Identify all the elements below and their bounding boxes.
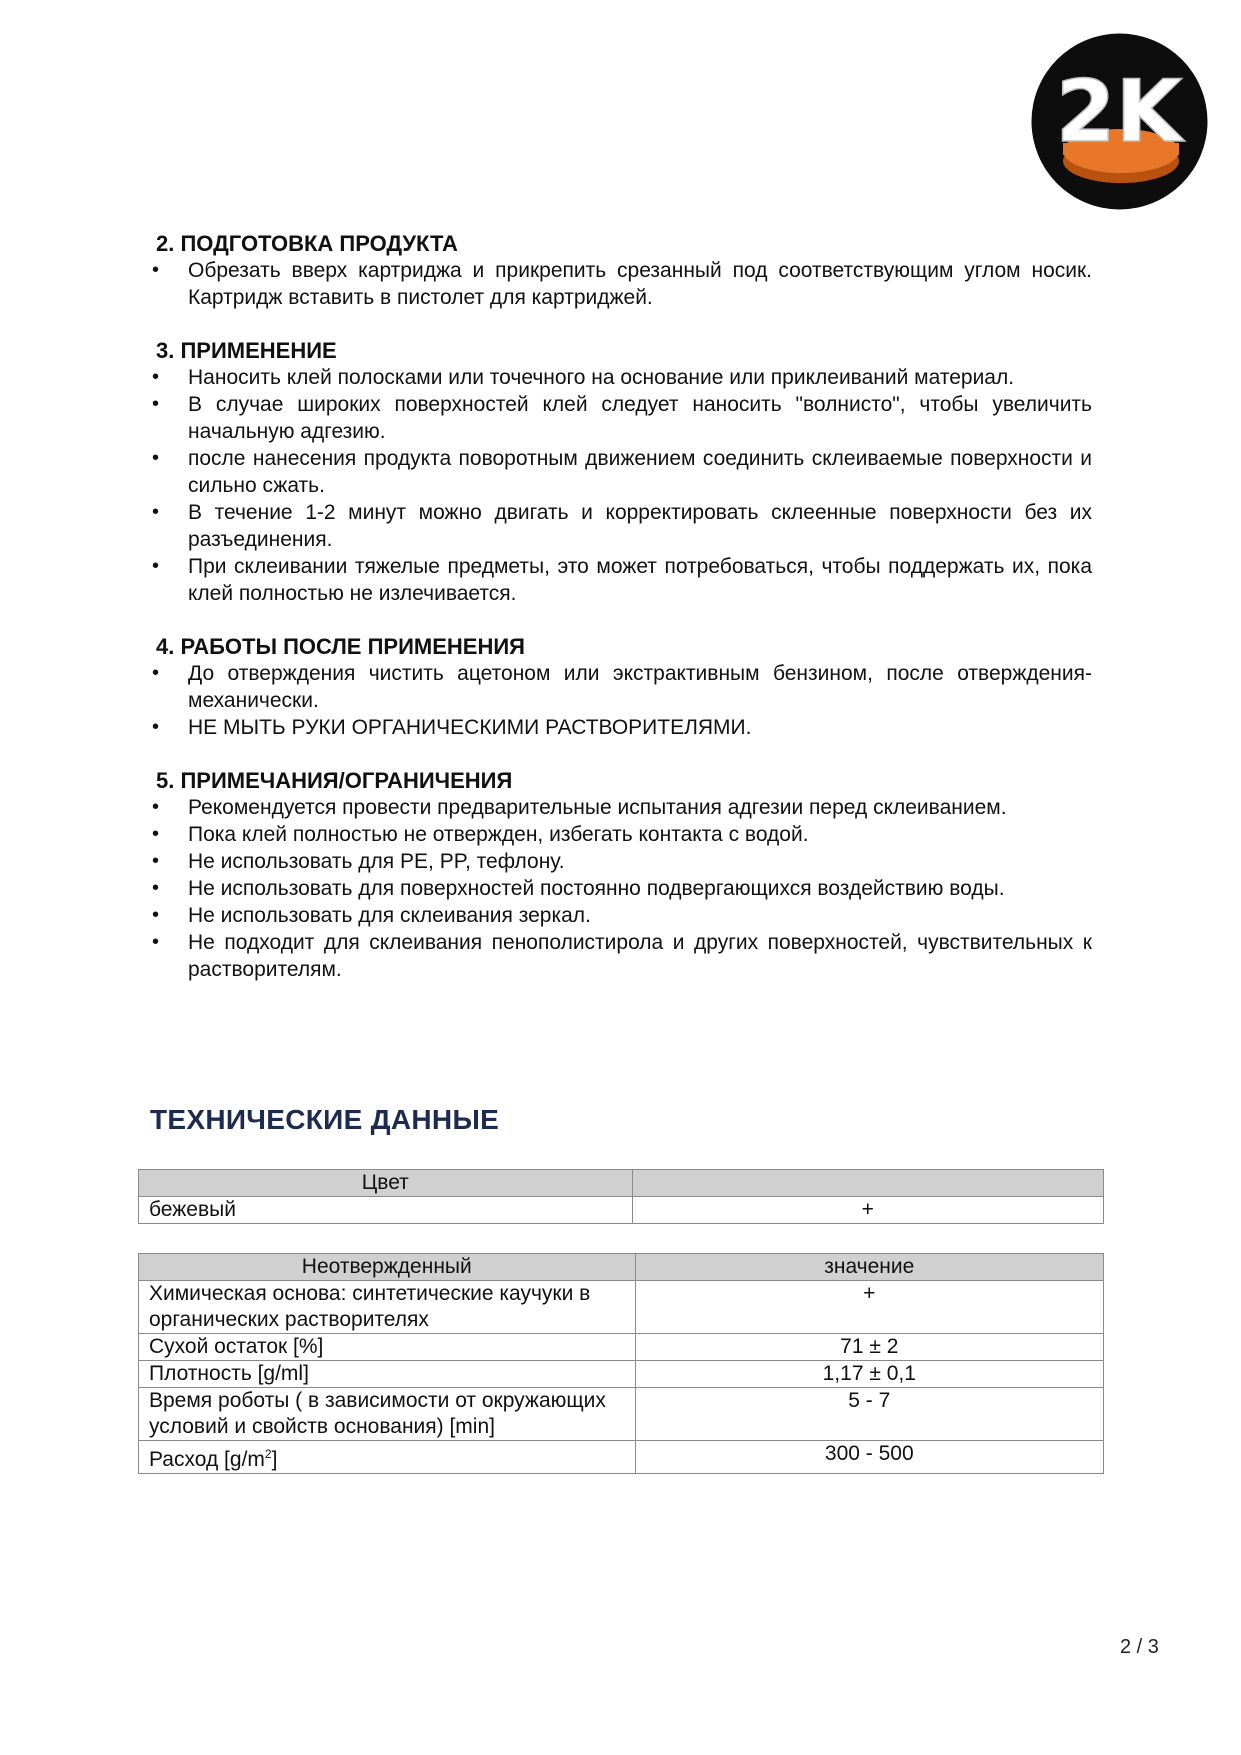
section-title: 2. ПОДГОТОВКА ПРОДУКТА <box>156 231 458 256</box>
section-notes-limitations <box>150 767 1092 983</box>
list-item: • Не подходит для склеивания пенополистирола и других поверхностей, чувствительных к растворителям. <box>150 929 1092 983</box>
list-item: • Рекомендуется провести предварительные испытания адгезии перед склеиванием. <box>150 794 1092 821</box>
superscript: 2 <box>264 1447 272 1461</box>
bullet-list <box>150 660 1092 741</box>
list-item: • При склеивании тяжелые предметы, это может потребоваться, чтобы поддержать их, пока клей полностью не излечивается. <box>150 553 1092 607</box>
table-cell: бежевый <box>139 1197 633 1224</box>
section-title: 4. РАБОТЫ ПОСЛЕ ПРИМЕНЕНИЯ <box>156 634 525 659</box>
instructions-content <box>150 230 1092 1009</box>
consumption-label: Расход [g/m <box>149 1448 265 1471</box>
properties-table <box>138 1253 1104 1474</box>
list-item: • В течение 1-2 минут можно двигать и корректировать склеенные поверхности без их разъединения. <box>150 499 1092 553</box>
section-title: 3. ПРИМЕНЕНИЕ <box>156 338 337 363</box>
table-cell: 300 - 500 <box>635 1441 1103 1474</box>
table-cell: Сухой остаток [%] <box>139 1334 636 1361</box>
table-header-row <box>139 1254 1104 1281</box>
bullet-list <box>150 794 1092 983</box>
table-header-cell: значение <box>635 1254 1103 1281</box>
table-cell: Химическая основа: синтетические каучуки в органических растворителях <box>139 1281 636 1334</box>
table-header-cell: Неотвержденный <box>139 1254 636 1281</box>
consumption-label-end: ] <box>271 1448 278 1471</box>
table-cell: Плотность [g/ml] <box>139 1361 636 1388</box>
table-row <box>139 1361 1104 1388</box>
table-row <box>139 1197 1104 1224</box>
table-row <box>139 1334 1104 1361</box>
table-cell: + <box>635 1281 1103 1334</box>
table-row <box>139 1281 1104 1334</box>
section-after-application <box>150 633 1092 741</box>
list-item: • после нанесения продукта поворотным движением соединить склеиваемые поверхности и сильно сжать. <box>150 445 1092 499</box>
list-item: • Обрезать вверх картриджа и прикрепить срезанный под соответствующим углом носик. Картридж вставить в пистолет для картриджей. <box>150 257 1092 311</box>
page-number: 2 / 3 <box>1120 1636 1159 1658</box>
svg-text:2K: 2K <box>1055 62 1183 162</box>
table-cell: 5 - 7 <box>635 1388 1103 1441</box>
list-item: • До отверждения чистить ацетоном или экстрактивным бензином, после отверждения-механически. <box>150 660 1092 714</box>
table-row <box>139 1441 1104 1474</box>
tech-data-title: ТЕХНИЧЕСКИЕ ДАННЫЕ <box>150 1104 500 1135</box>
section-title: 5. ПРИМЕЧАНИЯ/ОГРАНИЧЕНИЯ <box>156 768 513 793</box>
table-cell: 1,17 ± 0,1 <box>635 1361 1103 1388</box>
list-item: • Не использовать для PE, PP, тефлону. <box>150 848 1092 875</box>
bullet-list <box>150 257 1092 311</box>
list-item: • Не использовать для склеивания зеркал. <box>150 902 1092 929</box>
list-item: • Пока клей полностью не отвержден, избегать контакта с водой. <box>150 821 1092 848</box>
list-item: • Наносить клей полосками или точечного на основание или приклеиваний материал. <box>150 364 1092 391</box>
section-preparation <box>150 230 1092 311</box>
list-item: • НЕ МЫТЬ РУКИ ОРГАНИЧЕСКИМИ РАСТВОРИТЕЛЯМИ. <box>150 714 1092 741</box>
table-cell <box>139 1441 636 1474</box>
table-cell: + <box>632 1197 1103 1224</box>
table-row <box>139 1388 1104 1441</box>
table-header-cell: Цвет <box>139 1170 633 1197</box>
color-table <box>138 1169 1104 1224</box>
list-item: • В случае широких поверхностей клей следует наносить "волнисто", чтобы увеличить начальную адгезию. <box>150 391 1092 445</box>
bullet-list <box>150 364 1092 607</box>
table-cell: Время роботы ( в зависимости от окружающих условий и свойств основания) [min] <box>139 1388 636 1441</box>
list-item: • Не использовать для поверхностей постоянно подвергающихся воздействию воды. <box>150 875 1092 902</box>
table-header-cell <box>632 1170 1103 1197</box>
section-application <box>150 337 1092 607</box>
company-logo <box>1031 33 1208 210</box>
table-cell: 71 ± 2 <box>635 1334 1103 1361</box>
table-header-row <box>139 1170 1104 1197</box>
